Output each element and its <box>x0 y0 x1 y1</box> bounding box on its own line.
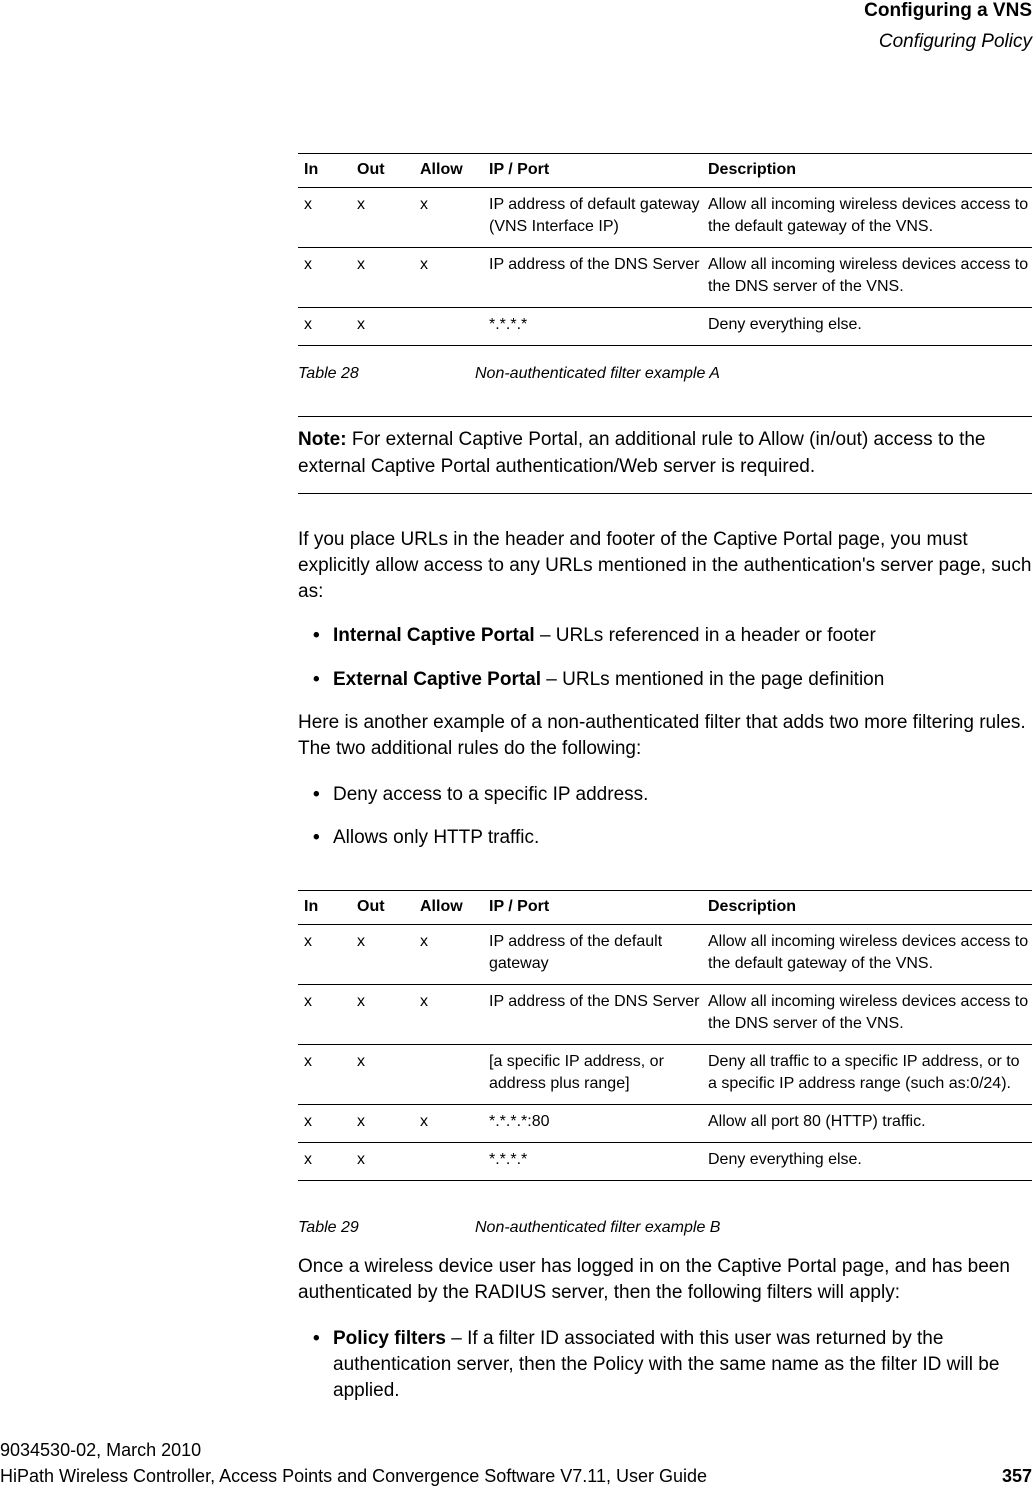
table-row <box>298 248 1032 308</box>
table-caption-a <box>298 365 720 383</box>
caption-title: Non-authenticated filter example B <box>475 1219 721 1236</box>
table-cell: *.*.*.* <box>483 308 702 346</box>
table-cell: x <box>351 925 414 985</box>
table-cell: x <box>298 188 351 248</box>
table-cell: Allow all incoming wireless devices access to the DNS server of the VNS. <box>702 985 1032 1045</box>
table-cell: x <box>351 985 414 1045</box>
filter-table-b <box>298 890 1032 1181</box>
footer-doc-id: 9034530-02, March 2010 <box>0 1440 202 1460</box>
paragraph: Here is another example of a non-authenticated filter that adds two more filtering rules. The two additional rules do the following: <box>298 712 1026 759</box>
table-cell: x <box>351 308 414 346</box>
bullet-text: – URLs referenced in a header or footer <box>534 625 876 646</box>
table-cell: Allow all incoming wireless devices access to the default gateway of the VNS. <box>702 188 1032 248</box>
table-cell: x <box>298 1143 351 1181</box>
bullet-item: • Internal Captive Portal – URLs referenced in a header or footer <box>313 625 876 646</box>
table-cell: Allow all port 80 (HTTP) traffic. <box>702 1105 1032 1143</box>
bullet-text: Deny access to a specific IP address. <box>333 784 649 805</box>
table-cell: x <box>351 248 414 308</box>
table-header-row <box>298 154 1032 188</box>
table-cell: x <box>298 308 351 346</box>
table-cell: x <box>298 248 351 308</box>
table-cell: x <box>414 188 483 248</box>
footer-product: HiPath Wireless Controller, Access Points and Convergence Software V7.11, User Guide <box>0 1466 708 1486</box>
note-label: Note: <box>298 429 347 450</box>
page-number: 357 <box>1001 1466 1032 1486</box>
table-row <box>298 1143 1032 1181</box>
bullet-term: Policy filters <box>333 1328 446 1349</box>
table-cell: x <box>414 985 483 1045</box>
column-header: IP / Port <box>483 891 702 925</box>
table-cell: x <box>298 985 351 1045</box>
column-header: Out <box>351 891 414 925</box>
column-header: Allow <box>414 154 483 188</box>
table-cell: x <box>351 1105 414 1143</box>
table-cell: Allow all incoming wireless devices access to the DNS server of the VNS. <box>702 248 1032 308</box>
table-cell: IP address of the DNS Server <box>483 248 702 308</box>
table-cell: IP address of default gateway (VNS Interface IP) <box>483 188 702 248</box>
paragraph: If you place URLs in the header and footer of the Captive Portal page, you must explicitly allow access to any URLs mentioned in the authentication's server page, such as: <box>298 529 1032 602</box>
table-cell: IP address of the DNS Server <box>483 985 702 1045</box>
column-header: In <box>298 154 351 188</box>
table-cell <box>414 1045 483 1105</box>
bullet-term: External Captive Portal <box>333 669 542 690</box>
table-cell <box>414 308 483 346</box>
table-cell: Deny everything else. <box>702 308 1032 346</box>
table-cell: x <box>414 248 483 308</box>
table-row <box>298 308 1032 346</box>
chapter-title: Configuring a VNS <box>864 0 1032 21</box>
table-cell: x <box>351 188 414 248</box>
bullet-text: – URLs mentioned in the page definition <box>541 669 885 690</box>
note-text: For external Captive Portal, an additional rule to Allow (in/out) access to the external Captive Portal authentication/Web server is required. <box>298 429 986 477</box>
table-row <box>298 925 1032 985</box>
caption-number: Table 28 <box>298 365 359 382</box>
table-caption-b <box>298 1219 721 1237</box>
table-row <box>298 1045 1032 1105</box>
table-cell: x <box>298 925 351 985</box>
table-cell: x <box>414 925 483 985</box>
bullet-text: Allows only HTTP traffic. <box>333 827 540 848</box>
column-header: Description <box>702 891 1032 925</box>
column-header: In <box>298 891 351 925</box>
table-cell: x <box>298 1045 351 1105</box>
paragraph: Once a wireless device user has logged in on the Captive Portal page, and has been authenticated by the RADIUS server, then the following filters will apply: <box>298 1256 1010 1303</box>
column-header: Allow <box>414 891 483 925</box>
table-row <box>298 1105 1032 1143</box>
bullet-item: • Allows only HTTP traffic. <box>313 827 540 848</box>
table-cell: x <box>351 1045 414 1105</box>
table-cell: *.*.*.* <box>483 1143 702 1181</box>
table-cell: x <box>298 1105 351 1143</box>
bullet-item: • Deny access to a specific IP address. <box>313 784 649 805</box>
table-header-row <box>298 891 1032 925</box>
column-header: Out <box>351 154 414 188</box>
note-box <box>298 416 1032 494</box>
table-cell: Deny everything else. <box>702 1143 1032 1181</box>
table-row <box>298 188 1032 248</box>
caption-title: Non-authenticated filter example A <box>475 365 720 382</box>
table-cell: x <box>414 1105 483 1143</box>
table-cell: IP address of the default gateway <box>483 925 702 985</box>
bullet-term: Internal Captive Portal <box>333 625 535 646</box>
column-header: Description <box>702 154 1032 188</box>
table-row <box>298 985 1032 1045</box>
table-cell: *.*.*.*:80 <box>483 1105 702 1143</box>
filter-table-a <box>298 153 1032 346</box>
table-cell: [a specific IP address, or address plus range] <box>483 1045 702 1105</box>
table-cell: x <box>351 1143 414 1181</box>
section-title: Configuring Policy <box>878 31 1032 52</box>
bullet-text: – If a filter ID associated with this user was returned by the authentication server, then the Policy with the same name as the filter ID will be applied. <box>333 1328 1000 1401</box>
table-cell: Deny all traffic to a specific IP address, or to a specific IP address range (such as:0/24). <box>702 1045 1032 1105</box>
table-cell: Allow all incoming wireless devices access to the default gateway of the VNS. <box>702 925 1032 985</box>
bullet-item: • External Captive Portal – URLs mentioned in the page definition <box>313 669 885 690</box>
table-cell <box>414 1143 483 1181</box>
column-header: IP / Port <box>483 154 702 188</box>
bullet-item: • Policy filters – If a filter ID associated with this user was returned by the authentication server, then the Policy with the same name as the filter ID will be applied. <box>313 1328 1000 1401</box>
caption-number: Table 29 <box>298 1219 359 1236</box>
